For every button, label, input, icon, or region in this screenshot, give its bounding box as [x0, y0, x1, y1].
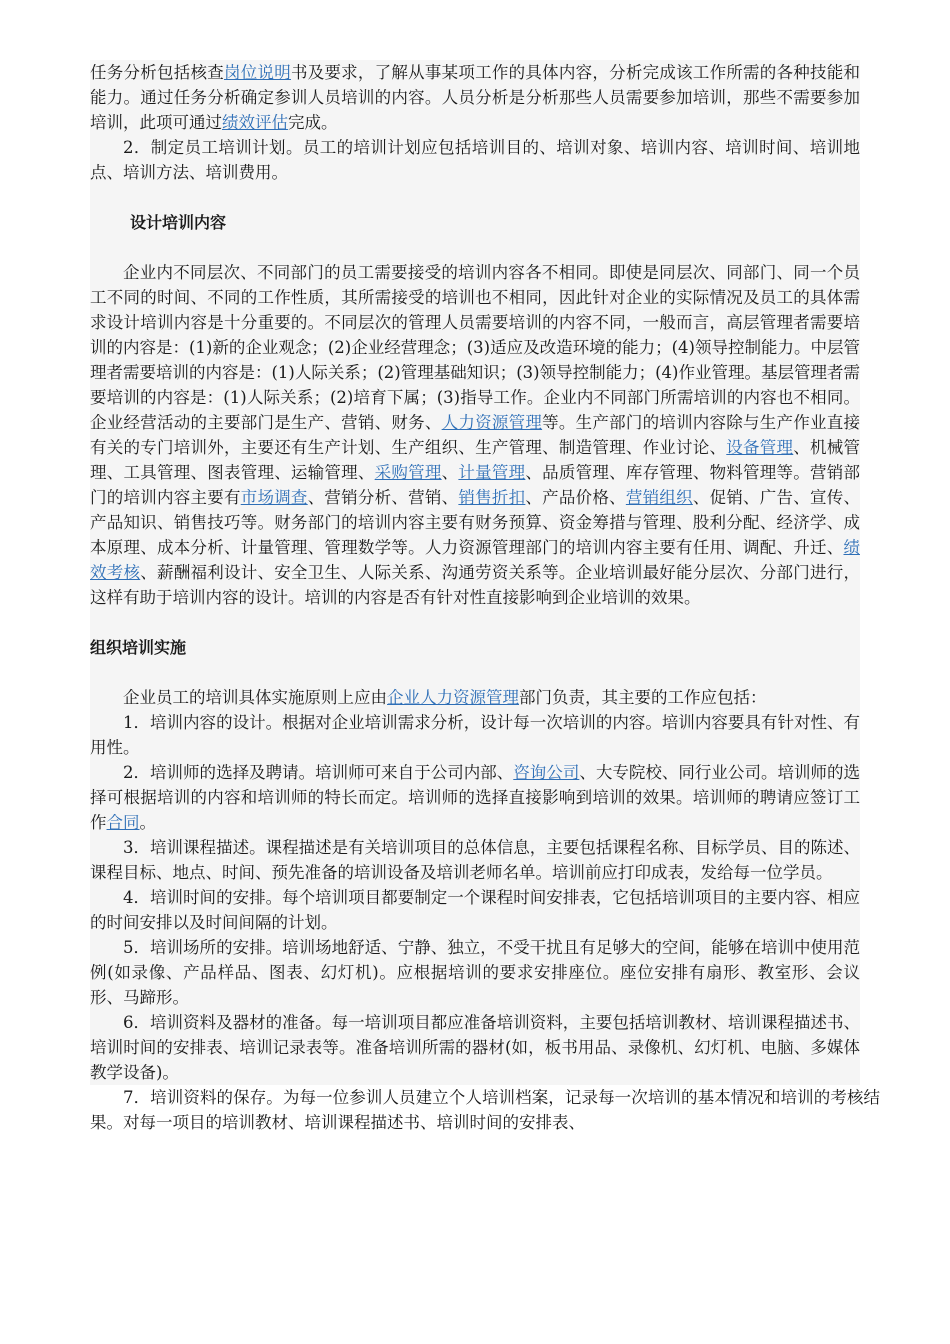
link-metrology-management[interactable]: 计量管理 [458, 463, 526, 482]
spacer [90, 610, 860, 635]
shaded-content-block [90, 60, 860, 1085]
list-item-5: 5．培训场所的安排。培训场地舒适、宁静、独立，不受干扰且有足够大的空间，能够在培训中使用范例(如录像、产品样品、图表、幻灯机)。应根据培训的要求安排座位。座位安排有扇形、教室形、会议形、马蹄形。 [90, 938, 860, 1007]
text-segment: 部门负责，其主要的工作应包括： [519, 688, 767, 707]
list-item-4: 4．培训时间的安排。每个培训项目都要制定一个课程时间安排表，它包括培训项目的主要内容、相应的时间安排以及时间间隔的计划。 [90, 888, 860, 932]
text-segment: 。 [139, 813, 156, 832]
implementation-intro-paragraph [90, 685, 860, 710]
list-item-1: 1．培训内容的设计。根据对企业培训需求分析，设计每一次培训的内容。培训内容要具有针对性、有用性。 [90, 713, 860, 757]
link-marketing-organization[interactable]: 营销组织 [625, 488, 693, 507]
text-segment: 、大专院校、同行业公司。培训师的选择可根据培训的内容和培训师的特长而定。培训师的选择直接影响到培训的效果。培训师的聘请应签订工作 [90, 763, 861, 832]
text-segment: 、产品价格、 [525, 488, 626, 507]
link-equipment-management[interactable]: 设备管理 [726, 438, 794, 457]
text-segment: 企业内不同层次、不同部门的员工需要接受的培训内容各不相同。即使是同层次、同部门、同一个员工不同的时间、不同的工作性质，其所需接受的培训也不相同，因此针对企业的实际情况及员工的具体需求设计培训内容是十分重要的。不同层次的管理人员需要培训的内容不同，一般而言，高层管理者需要培训的内容是：(1)新的企业观念；(2)企业经营理念；(3)适应及改造环境的能力；(4)领导控制能力。中层管理者需要培训的内容是：(1)人际关系；(2)管理基础知识；(3)领导控制能力；(4)作业管理。基层管理者需要培训的内容是：(1)人际关系；(2)培育下属；(3)指导工作。企业内不同部门所需培训的内容也不相同。企业经营活动的主要部门是生产、营销、财务、 [90, 263, 860, 432]
text-segment: 、品质管理、库存管理、物料管理等。营销部门的培训内容主要有 [90, 463, 861, 507]
text-segment: 企业员工的培训具体实施原则上应由 [123, 688, 387, 707]
list-item-6: 6．培训资料及器材的准备。每一培训项目都应准备培训资料，主要包括培训教材、培训课程描述书、培训时间的安排表、培训记录表等。准备培训所需的器材(如，板书用品、录像机、幻灯机、电脑、多媒体教学设备)。 [90, 1013, 860, 1082]
link-contract[interactable]: 合同 [106, 813, 140, 832]
training-plan-paragraph: 2．制定员工培训计划。员工的培训计划应包括培训目的、培训对象、培训内容、培训时间、培训地点、培训方法、培训费用。 [90, 138, 860, 182]
list-item-3: 3．培训课程描述。课程描述是有关培训项目的总体信息，主要包括课程名称、目标学员、目的陈述、课程目标、地点、时间、预先准备的培训设备及培训老师名单。培训前应打印成表，发给每一位学员。 [90, 838, 860, 882]
section-heading-organize: 组织培训实施 [90, 638, 187, 657]
text-segment: 、营销分析、营销、 [307, 488, 459, 507]
text-segment: 、 [441, 463, 459, 482]
design-content-paragraph [90, 260, 860, 610]
text-segment: 等。生产部门的培训内容除与生产作业直接有关的专门培训外，主要还有生产计划、生产组织、生产管理、制造管理、作业讨论、 [90, 413, 861, 457]
link-market-research[interactable]: 市场调查 [240, 488, 308, 507]
document-page [90, 60, 880, 1135]
link-sales-discount[interactable]: 销售折扣 [458, 488, 526, 507]
text-segment: 、机械管理、工具管理、图表管理、运输管理、 [90, 438, 861, 482]
spacer [90, 235, 860, 260]
link-enterprise-hr-management[interactable]: 企业人力资源管理 [387, 688, 519, 707]
spacer [90, 660, 860, 685]
link-job-description[interactable]: 岗位说明 [223, 63, 291, 82]
list-item-7: 7．培训资料的保存。为每一位参训人员建立个人培训档案，记录每一次培训的基本情况和培训的考核结果。对每一项目的培训教材、培训课程描述书、培训时间的安排表、 [90, 1088, 880, 1132]
list-item-2 [90, 760, 860, 835]
text-segment: 书及要求，了解从事某项工作的具体内容，分析完成该工作所需的各种技能和能力。通过任务分析确定参训人员培训的内容。人员分析是分析那些人员需要参加培训，那些不需要参加培训，此项可通过 [90, 63, 861, 132]
section-heading-design: 设计培训内容 [130, 213, 227, 232]
link-performance-evaluation[interactable]: 绩效评估 [222, 113, 288, 132]
link-performance-appraisal[interactable]: 绩效考核 [90, 538, 860, 582]
text-segment: 、促销、广告、宣传、产品知识、销售技巧等。财务部门的培训内容主要有财务预算、资金筹措与管理、股利分配、经济学、成本原理、成本分析、计量管理、管理数学等。人力资源管理部门的培训内容主要有任用、调配、升迁、 [90, 488, 861, 557]
link-procurement-management[interactable]: 采购管理 [374, 463, 442, 482]
link-consulting-company[interactable]: 咨询公司 [513, 763, 580, 782]
text-segment: 完成。 [288, 113, 338, 132]
task-analysis-paragraph [90, 60, 860, 135]
link-hr-management[interactable]: 人力资源管理 [441, 413, 543, 432]
spacer [90, 185, 860, 210]
text-segment: 任务分析包括核查 [90, 63, 224, 82]
text-segment: 、薪酬福利设计、安全卫生、人际关系、沟通劳资关系等。企业培训最好能分层次、分部门进行，这样有助于培训内容的设计。培训的内容是否有针对性直接影响到企业培训的效果。 [90, 563, 861, 607]
text-segment: 2．培训师的选择及聘请。培训师可来自于公司内部、 [123, 763, 514, 782]
